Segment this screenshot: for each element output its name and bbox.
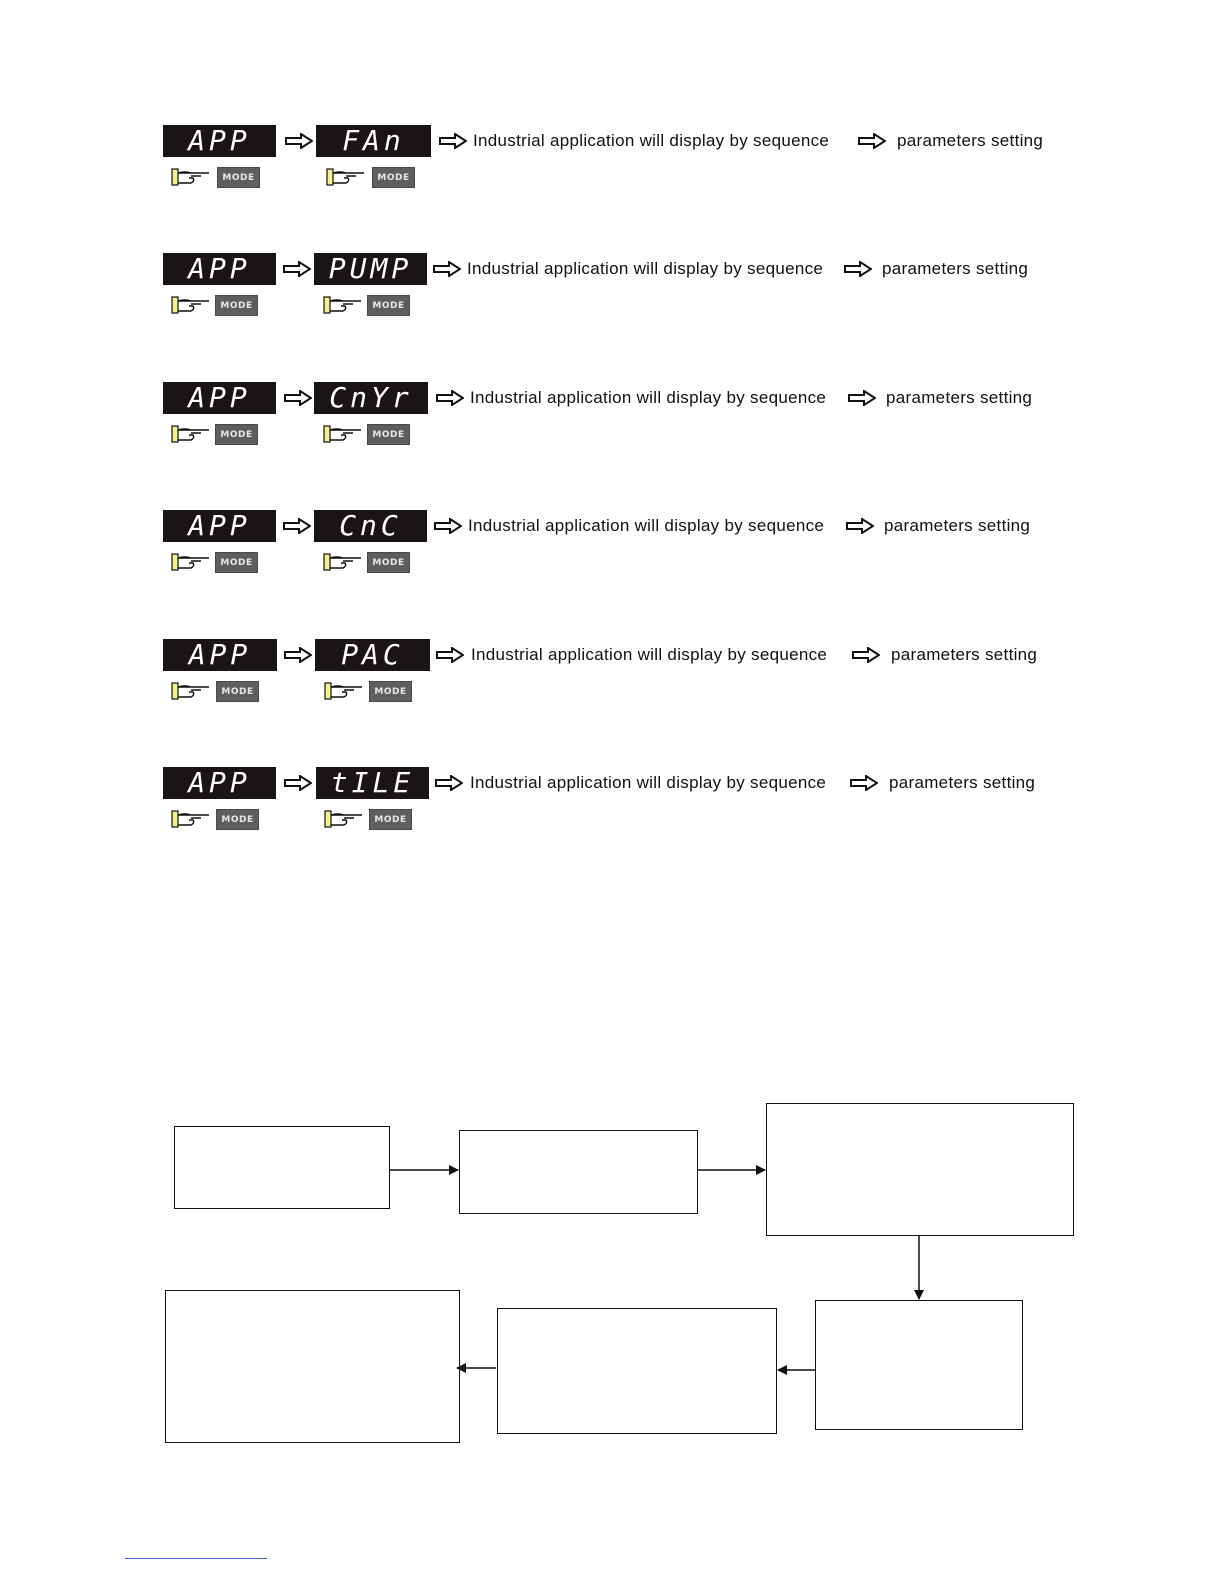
result-text: parameters setting [889,773,1036,792]
description-text: Industrial application will display by sequence [470,388,827,407]
description-text: Industrial application will display by sequence [471,645,828,664]
result-text: parameters setting [882,259,1029,278]
lcd-display-application: tILE [316,767,429,799]
lcd-display-app: APP [163,510,276,542]
lcd-display-app: APP [163,382,276,414]
result-text: parameters setting [886,388,1033,407]
mode-key: MODE [216,809,259,830]
mode-key: MODE [367,424,410,445]
mode-key: MODE [215,424,258,445]
mode-key: MODE [215,295,258,316]
description-text: Industrial application will display by sequence [473,131,830,150]
mode-key: MODE [367,552,410,573]
mode-key: MODE [369,809,412,830]
result-text: parameters setting [897,131,1044,150]
mode-key: MODE [215,552,258,573]
description-text: Industrial application will display by sequence [470,773,827,792]
lcd-display-application: PUMP [314,253,427,285]
lcd-display-app: APP [163,639,277,671]
lcd-display-application: PAC [315,639,430,671]
result-text: parameters setting [891,645,1038,664]
mode-key: MODE [372,167,415,188]
mode-key: MODE [369,681,412,702]
result-text: parameters setting [884,516,1031,535]
lcd-display-app: APP [163,253,276,285]
mode-key: MODE [367,295,410,316]
mode-key: MODE [216,681,259,702]
lcd-display-application: CnYr [314,382,428,414]
description-text: Industrial application will display by sequence [467,259,824,278]
description-text: Industrial application will display by sequence [468,516,825,535]
lcd-display-app: APP [163,767,276,799]
lcd-display-application: FAn [316,125,431,157]
lcd-display-app: APP [163,125,276,157]
lcd-display-application: CnC [314,510,427,542]
mode-key: MODE [217,167,260,188]
footnote-rule [125,1558,267,1559]
